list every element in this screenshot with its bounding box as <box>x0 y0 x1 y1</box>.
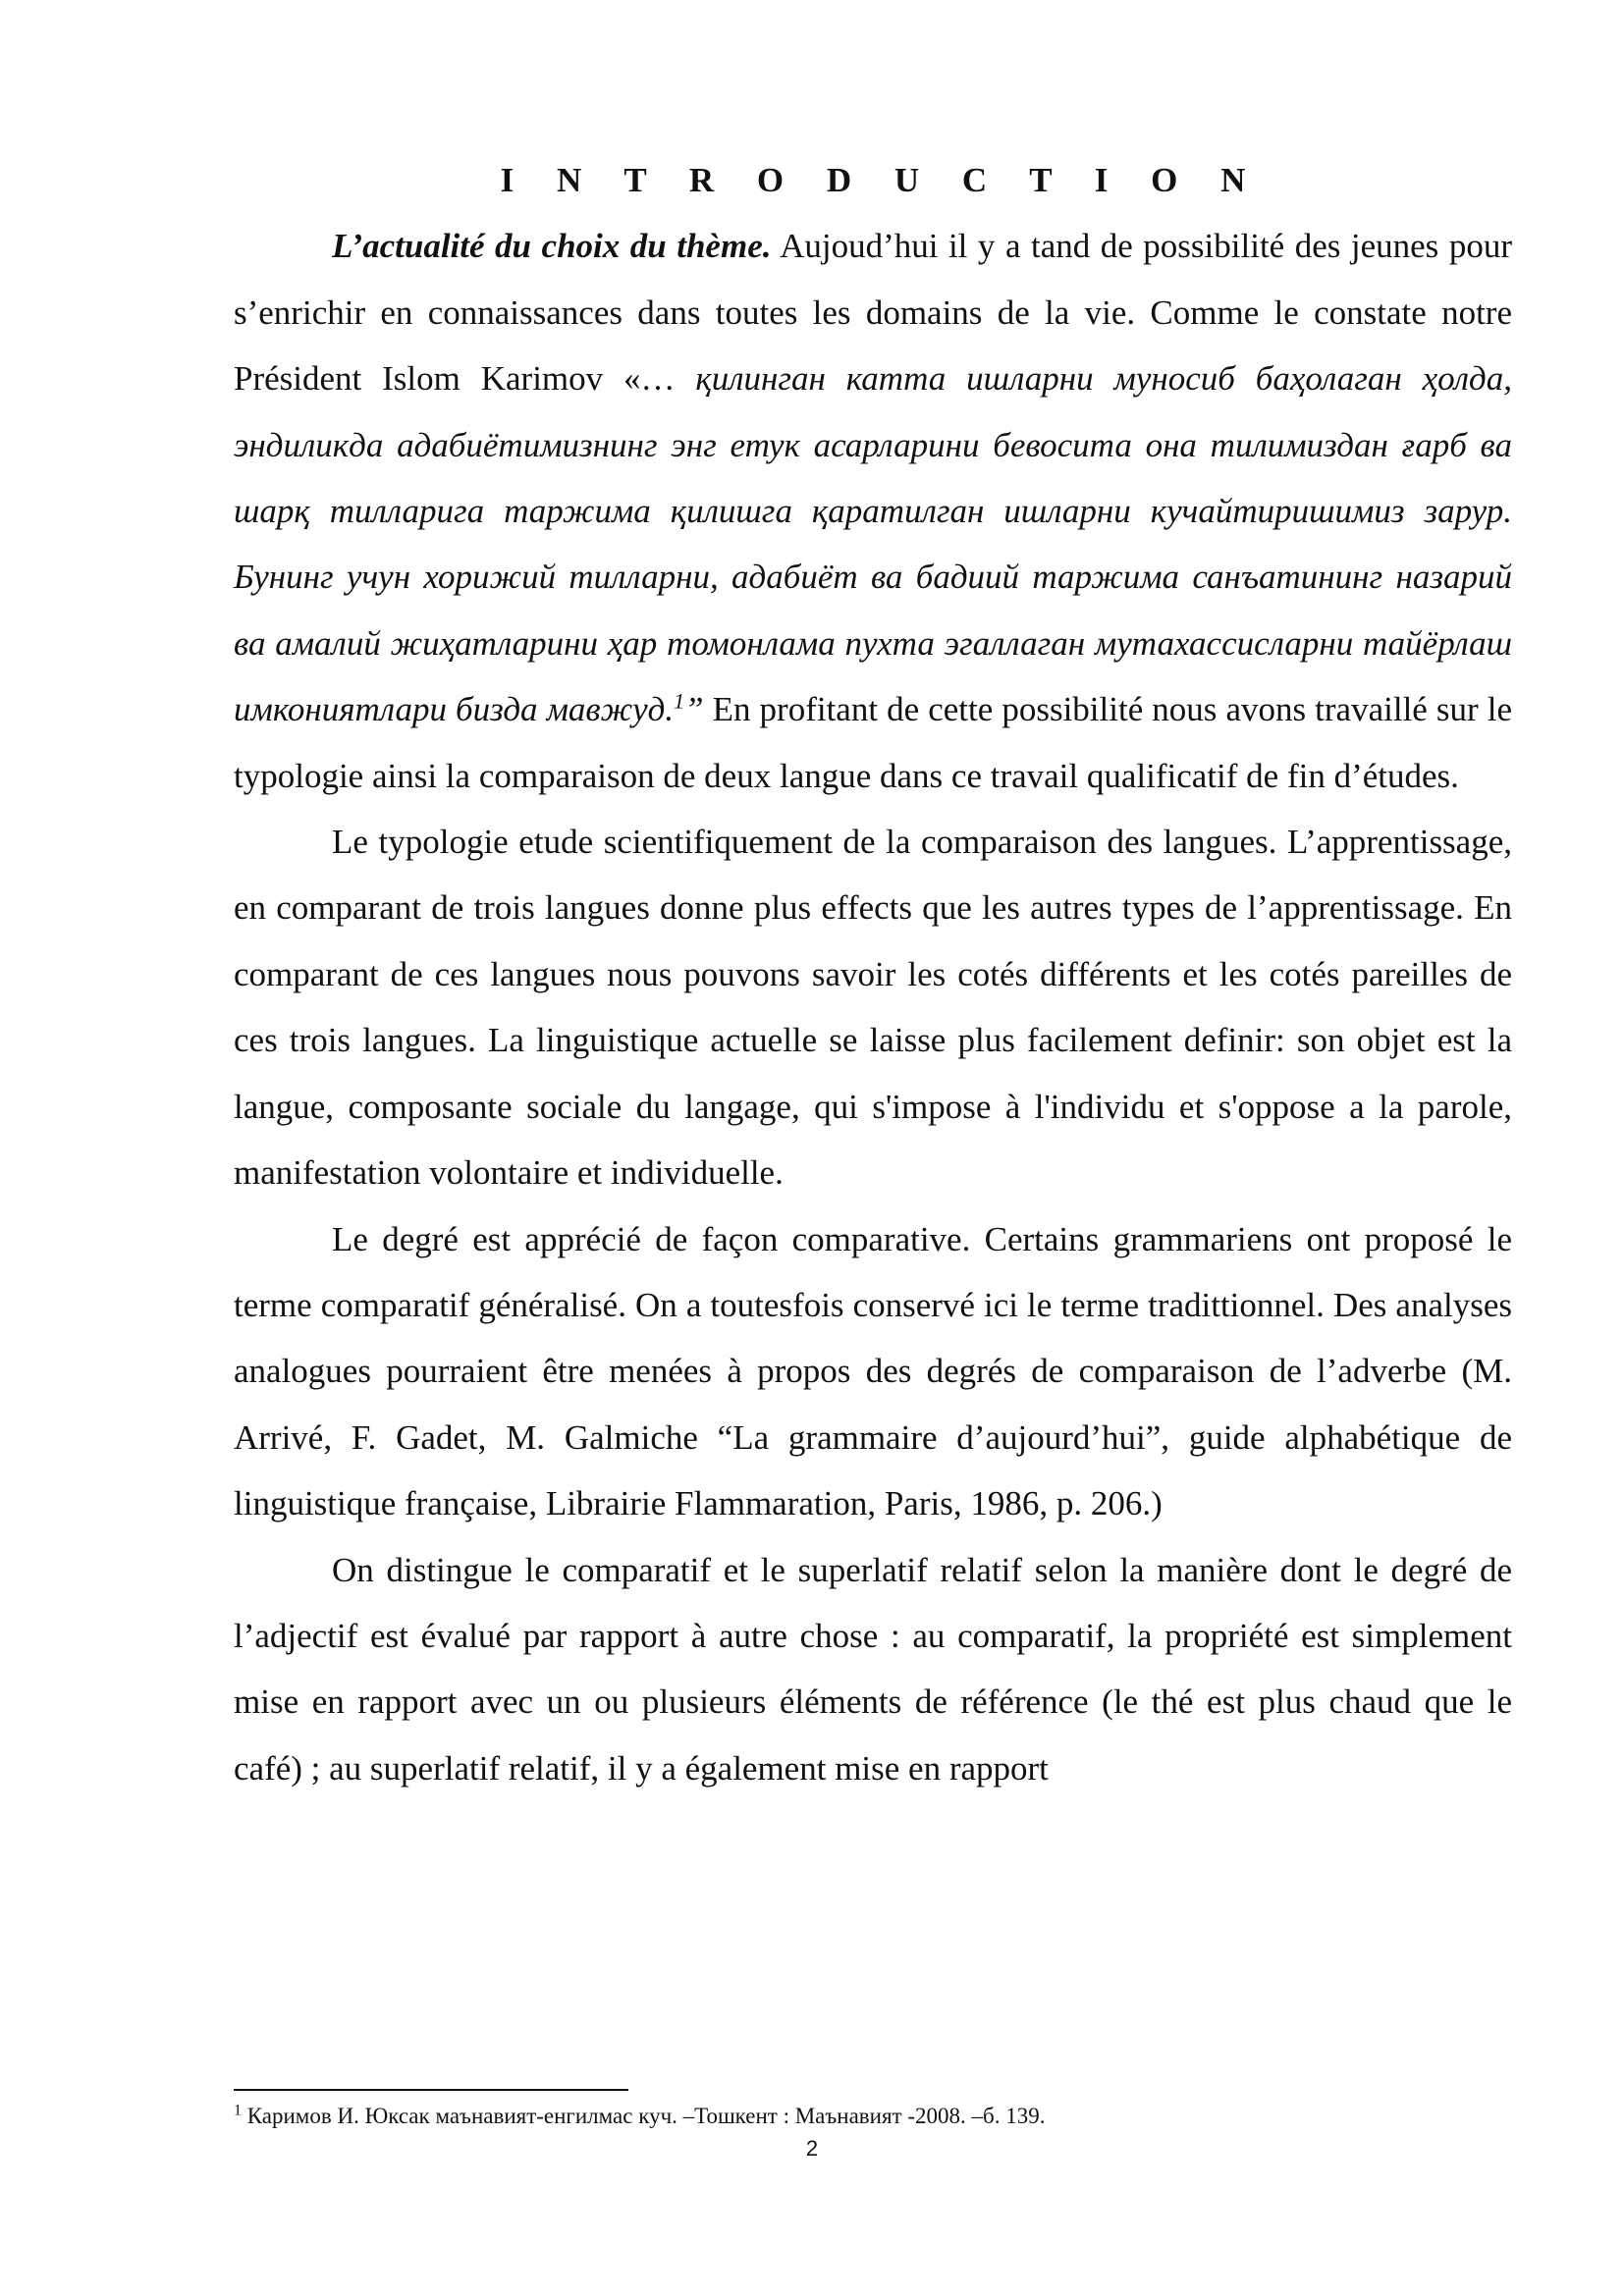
paragraph-lead: L’actualité du choix du thème. <box>332 227 772 266</box>
paragraph-2: Le typologie etude scientifiquement de la comparaison des langues. L’apprentissage, en comparant de trois langues donne plus effects que les autres types de l’apprentissage. En comparant de ces langues nous pouvons savoir les cotés différents et les cotés pareilles de ces trois langues. La linguistique actuelle se laisse plus facilement definir: son objet est la langue, composante sociale du langage, qui s'impose à l'individu et s'oppose a la parole, manifestation volontaire et individuelle. <box>234 823 1512 1193</box>
paragraph-1 <box>234 213 1512 809</box>
paragraph-text: Aujoud’hui il y a tand de possibilité des jeunes pour s’enrichir en connaissances dans toutes les domains de la vie. Comme le constate notre Président Islom Karimov «… <box>234 227 1512 399</box>
paragraph-text-continued: En profitant de cette possibilité nous avons travaillé sur le typologie ainsi la comparaison de deux langue dans ce travail qualificatif de fin d’études. <box>234 690 1512 795</box>
footnote-number: 1 <box>234 2102 242 2119</box>
body-text <box>234 147 1512 1801</box>
page-number: 2 <box>805 2136 819 2161</box>
footnote <box>234 2101 1512 2132</box>
quote-close-mark: ” <box>684 690 704 729</box>
section-title: I N T R O D U C T I O N <box>500 161 1263 199</box>
footnote-divider <box>234 2089 628 2091</box>
paragraph-4: On distingue le comparatif et le superlatif relatif selon la manière dont le degré de l’adjectif est évalué par rapport à autre chose : au comparatif, la propriété est simplement mise en rapport avec un ou plusieurs éléments de référence (le thé est plus chaud que le café) ; au superlatif relatif, il y a également mise en rapport <box>234 1550 1512 1788</box>
paragraph-3: Le degré est apprécié de façon comparative. Certains grammariens ont proposé le terme comparatif généralisé. On a toutesfois conservé ici le terme tradittionnel. Des analyses analogues pourraient être menées à propos des degrés de comparaison de l’adverbe (M. Arrivé, F. Gadet, M. Galmiche “La grammaire d’aujourd’hui”, guide alphabétique de linguistique française, Librairie Flammaration, Paris, 1986, p. 206.) <box>234 1219 1512 1523</box>
footnote-text: Каримов И. Юксак маънавият-енгилмас куч. –Тошкент : Маънавият -2008. –б. 139. <box>242 2104 1046 2128</box>
cyrillic-quote: қилинган катта ишларни муносиб баҳолаган ҳолда, эндиликда адабиётимизнинг энг етук асарларини бевосита она тилимиздан ғарб ва шарқ тилларига таржима қилишга қаратилган ишларни кучайтиришимиз зарур. Бунинг учун хорижий тилларни, адабиёт ва бадиий таржима санъатининг назарий ва амалий жиҳатларини ҳар томонлама пухта эгаллаган мутахассисларни тайёрлаш имкониятлари бизда мавжуд. <box>234 359 1512 729</box>
footnote-reference[interactable]: 1 <box>674 688 685 714</box>
